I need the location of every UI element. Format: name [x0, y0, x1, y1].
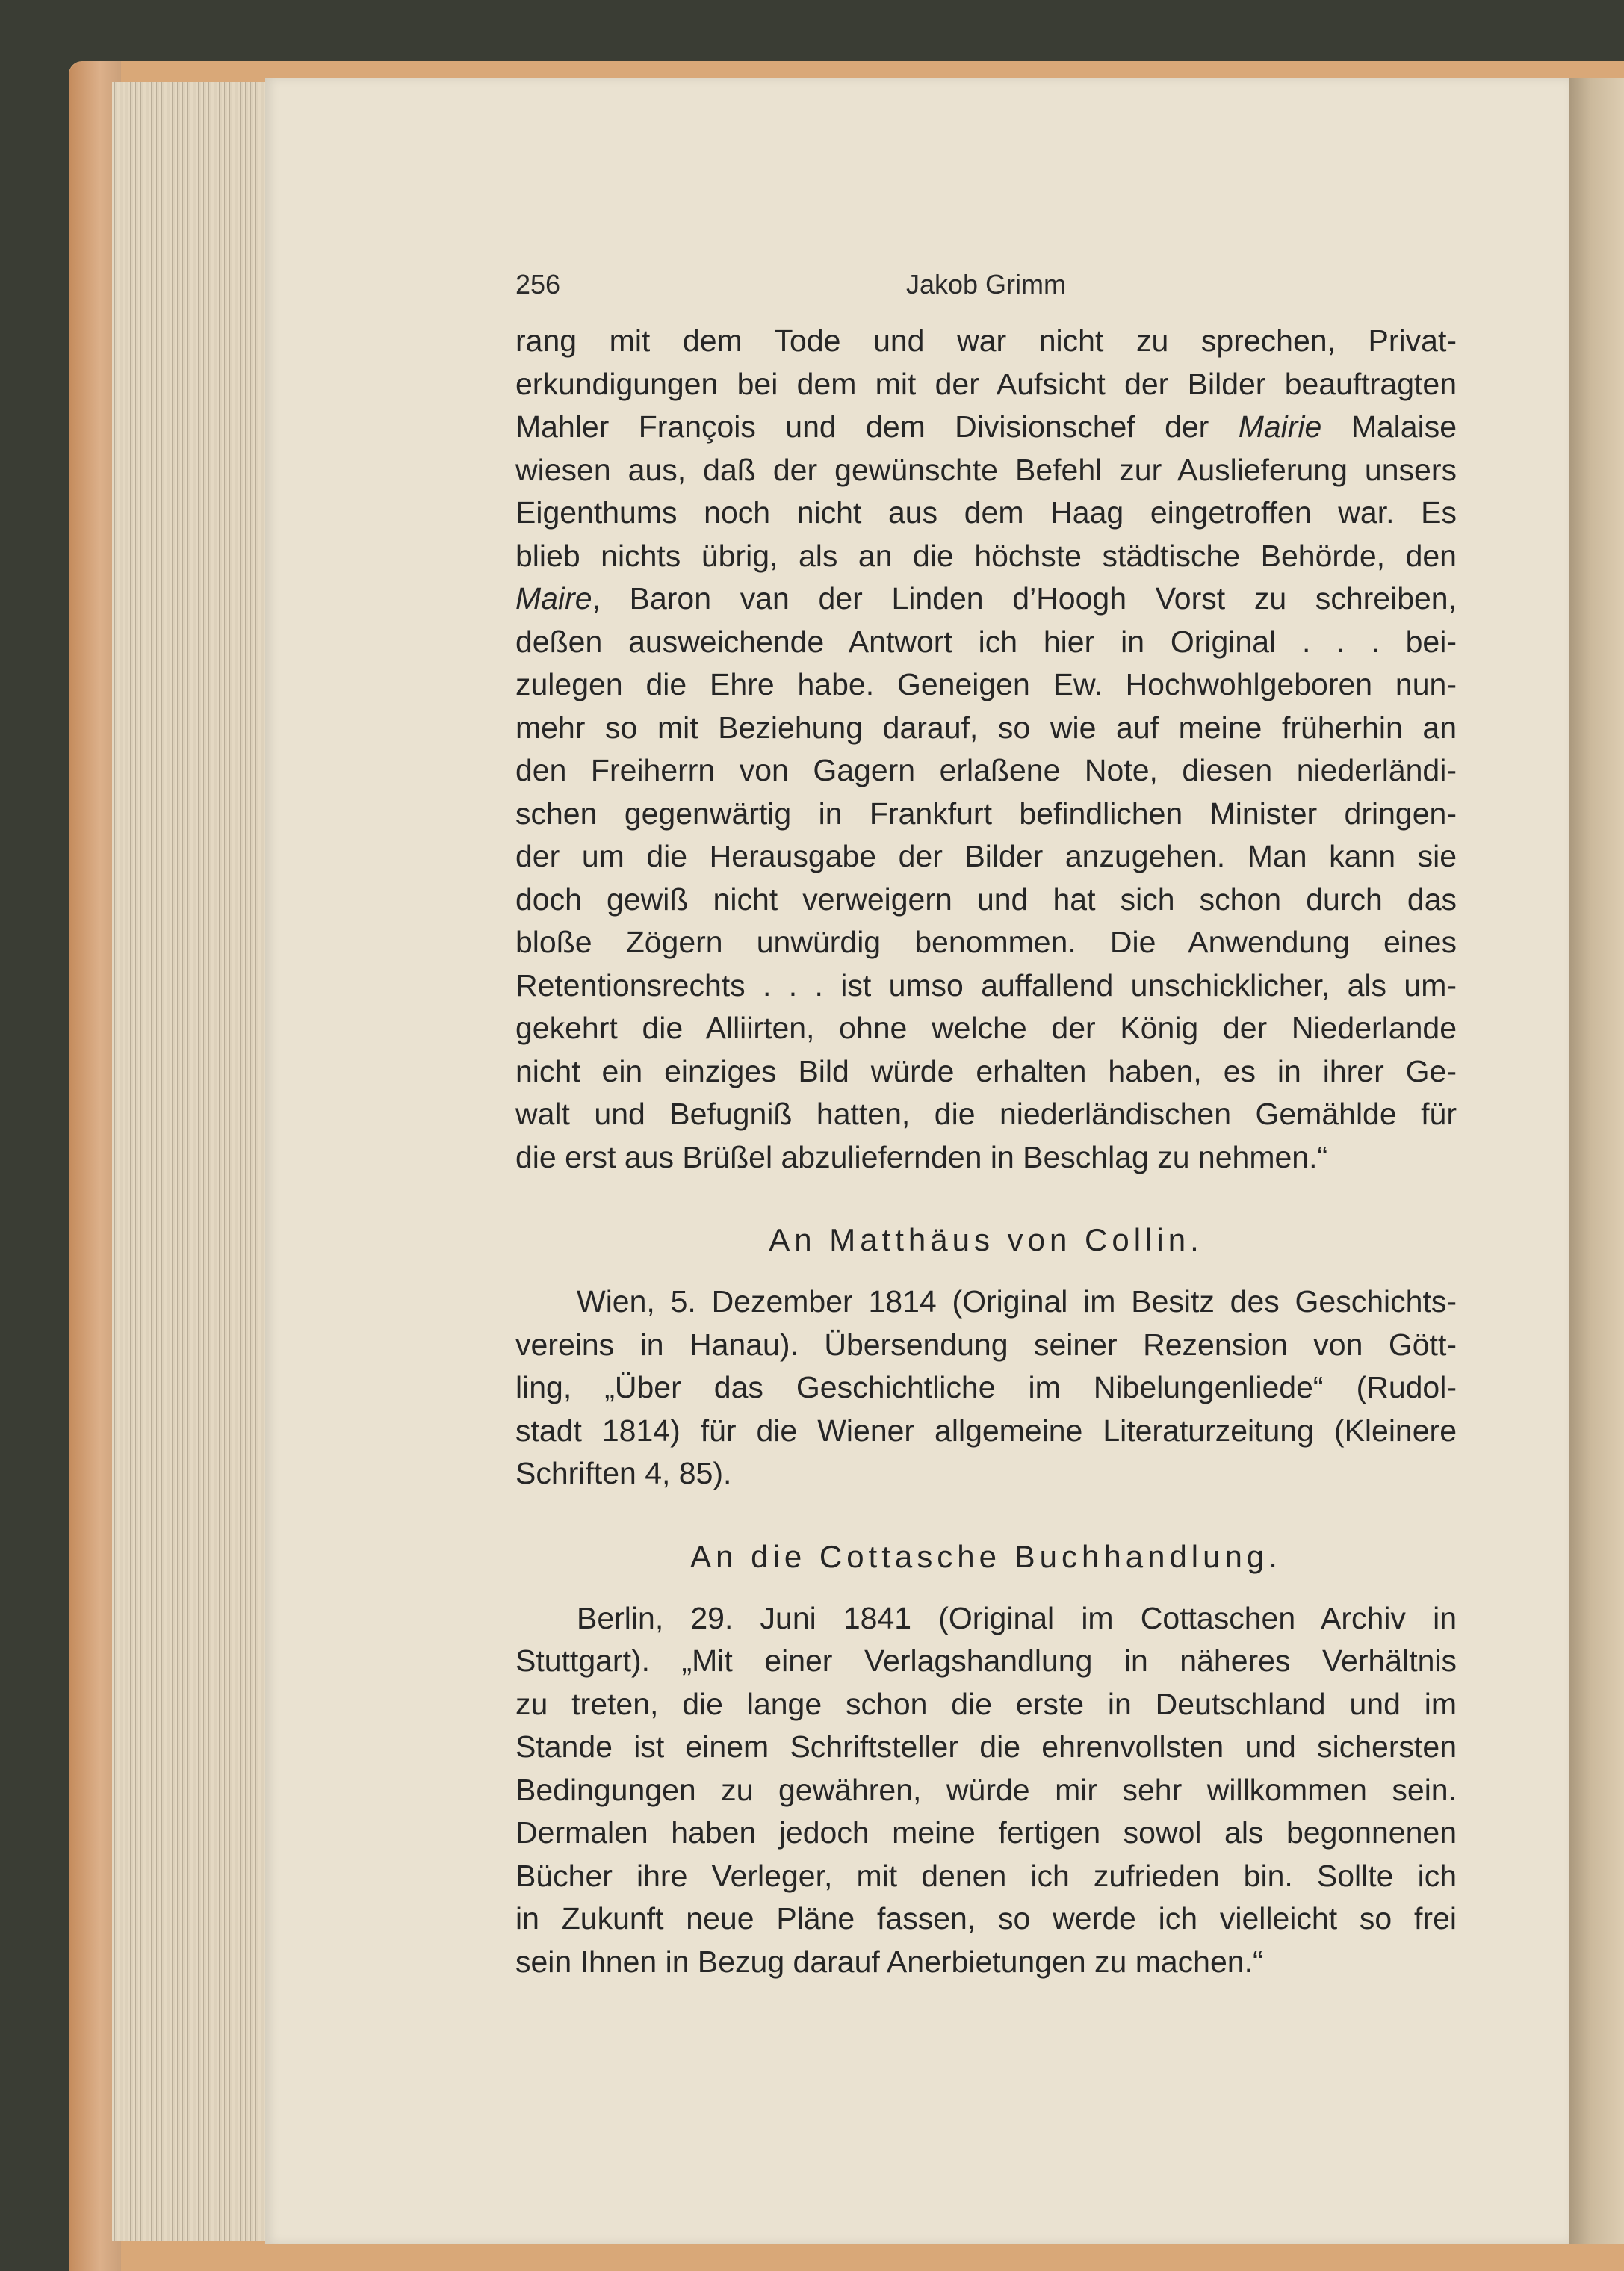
- text-line: Maire, Baron van der Linden d’Hoogh Vorst zu schreiben,: [515, 581, 1457, 616]
- page-content: [515, 261, 1457, 1983]
- text-line: Bedingungen zu gewähren, würde mir sehr willkommen sein.: [515, 1772, 1457, 1807]
- running-title: Jakob Grimm: [905, 269, 1067, 300]
- text-line: sein Ihnen in Bezug darauf Anerbietungen zu machen.“: [515, 1944, 1263, 1979]
- text-line: vereins in Hanau). Übersendung seiner Rezension von Gött-: [515, 1327, 1457, 1362]
- paragraph-continued: [515, 320, 1457, 1179]
- section-heading-collin: An Matthäus von Collin.: [769, 1222, 1203, 1257]
- text-line: Berlin, 29. Juni 1841 (Original im Cottaschen Archiv in: [577, 1600, 1457, 1635]
- text-line: Dermalen haben jedoch meine fertigen sowol als begonnenen: [515, 1815, 1457, 1850]
- text-line: in Zukunft neue Pläne fassen, so werde ich vielleicht so frei: [515, 1901, 1457, 1936]
- paragraph-collin: [515, 1280, 1457, 1496]
- text-line: ling, „Über das Geschichtliche im Nibelungenliede“ (Rudol-: [515, 1370, 1457, 1404]
- text-line: doch gewiß nicht verweigern und hat sich schon durch das: [515, 882, 1457, 917]
- text-line: Stuttgart). „Mit einer Verlagshandlung in näheres Verhältnis: [515, 1643, 1457, 1678]
- text-line: Mahler François und dem Divisionschef der Mairie Malaise: [515, 409, 1457, 444]
- page-edges: [112, 82, 269, 2241]
- text-line: der um die Herausgabe der Bilder anzugehen. Man kann sie: [515, 839, 1457, 873]
- text-line: Schriften 4, 85).: [515, 1456, 732, 1490]
- paragraph-cotta: [515, 1597, 1457, 1984]
- text-line: stadt 1814) für die Wiener allgemeine Literaturzeitung (Kleinere: [515, 1413, 1457, 1448]
- text-line: Stande ist einem Schriftsteller die ehrenvollsten und sichersten: [515, 1729, 1457, 1764]
- text-line: Bücher ihre Verleger, mit denen ich zufrieden bin. Sollte ich: [515, 1858, 1457, 1893]
- text-line: den Freiherrn von Gagern erlaßene Note, diesen niederländi-: [515, 753, 1457, 787]
- facing-page-edge: [1569, 78, 1624, 2244]
- text-line: zu treten, die lange schon die erste in Deutschland und im: [515, 1686, 1457, 1721]
- italic-word: Maire: [515, 581, 592, 616]
- text-line: blieb nichts übrig, als an die höchste städtische Behörde, den: [515, 538, 1457, 573]
- text-line: wiesen aus, daß der gewünschte Befehl zur Auslieferung unsers: [515, 452, 1457, 487]
- text-line: deßen ausweichende Antwort ich hier in Original . . . bei-: [515, 624, 1457, 659]
- text-line: Retentionsrechts . . . ist umso auffallend unschicklicher, als um-: [515, 967, 1457, 1003]
- text-line: die erst aus Brüßel abzuliefernden in Beschlag zu nehmen.“: [515, 1139, 1328, 1174]
- section-heading-cotta: An die Cottasche Buchhandlung.: [690, 1538, 1282, 1574]
- text-line: zulegen die Ehre habe. Geneigen Ew. Hochwohlgeboren nun-: [515, 667, 1457, 701]
- italic-word: Mairie: [1238, 409, 1322, 444]
- text-line: gekehrt die Alliirten, ohne welche der König der Niederlande: [515, 1011, 1457, 1045]
- text-line: nicht ein einziges Bild würde erhalten haben, es in ihrer Ge-: [515, 1053, 1457, 1088]
- text-line: erkundigungen bei dem mit der Aufsicht der Bilder beauftragten: [515, 366, 1457, 401]
- text-line: schen gegenwärtig in Frankfurt befindlichen Minister dringen-: [515, 796, 1457, 831]
- text-line: Eigenthums noch nicht aus dem Haag eingetroffen war. Es: [515, 495, 1457, 530]
- running-head: [515, 261, 1457, 306]
- text-line: Wien, 5. Dezember 1814 (Original im Besitz des Geschichts-: [577, 1284, 1457, 1319]
- text-line: bloße Zögern unwürdig benommen. Die Anwendung eines: [515, 925, 1457, 959]
- text-line: mehr so mit Beziehung darauf, so wie auf meine früherhin an: [515, 710, 1457, 745]
- text-line: walt und Befugniß hatten, die niederländischen Gemählde für: [515, 1097, 1457, 1131]
- page-number: 256: [515, 269, 561, 300]
- text-line: rang mit dem Tode und war nicht zu sprechen, Privat-: [515, 323, 1457, 358]
